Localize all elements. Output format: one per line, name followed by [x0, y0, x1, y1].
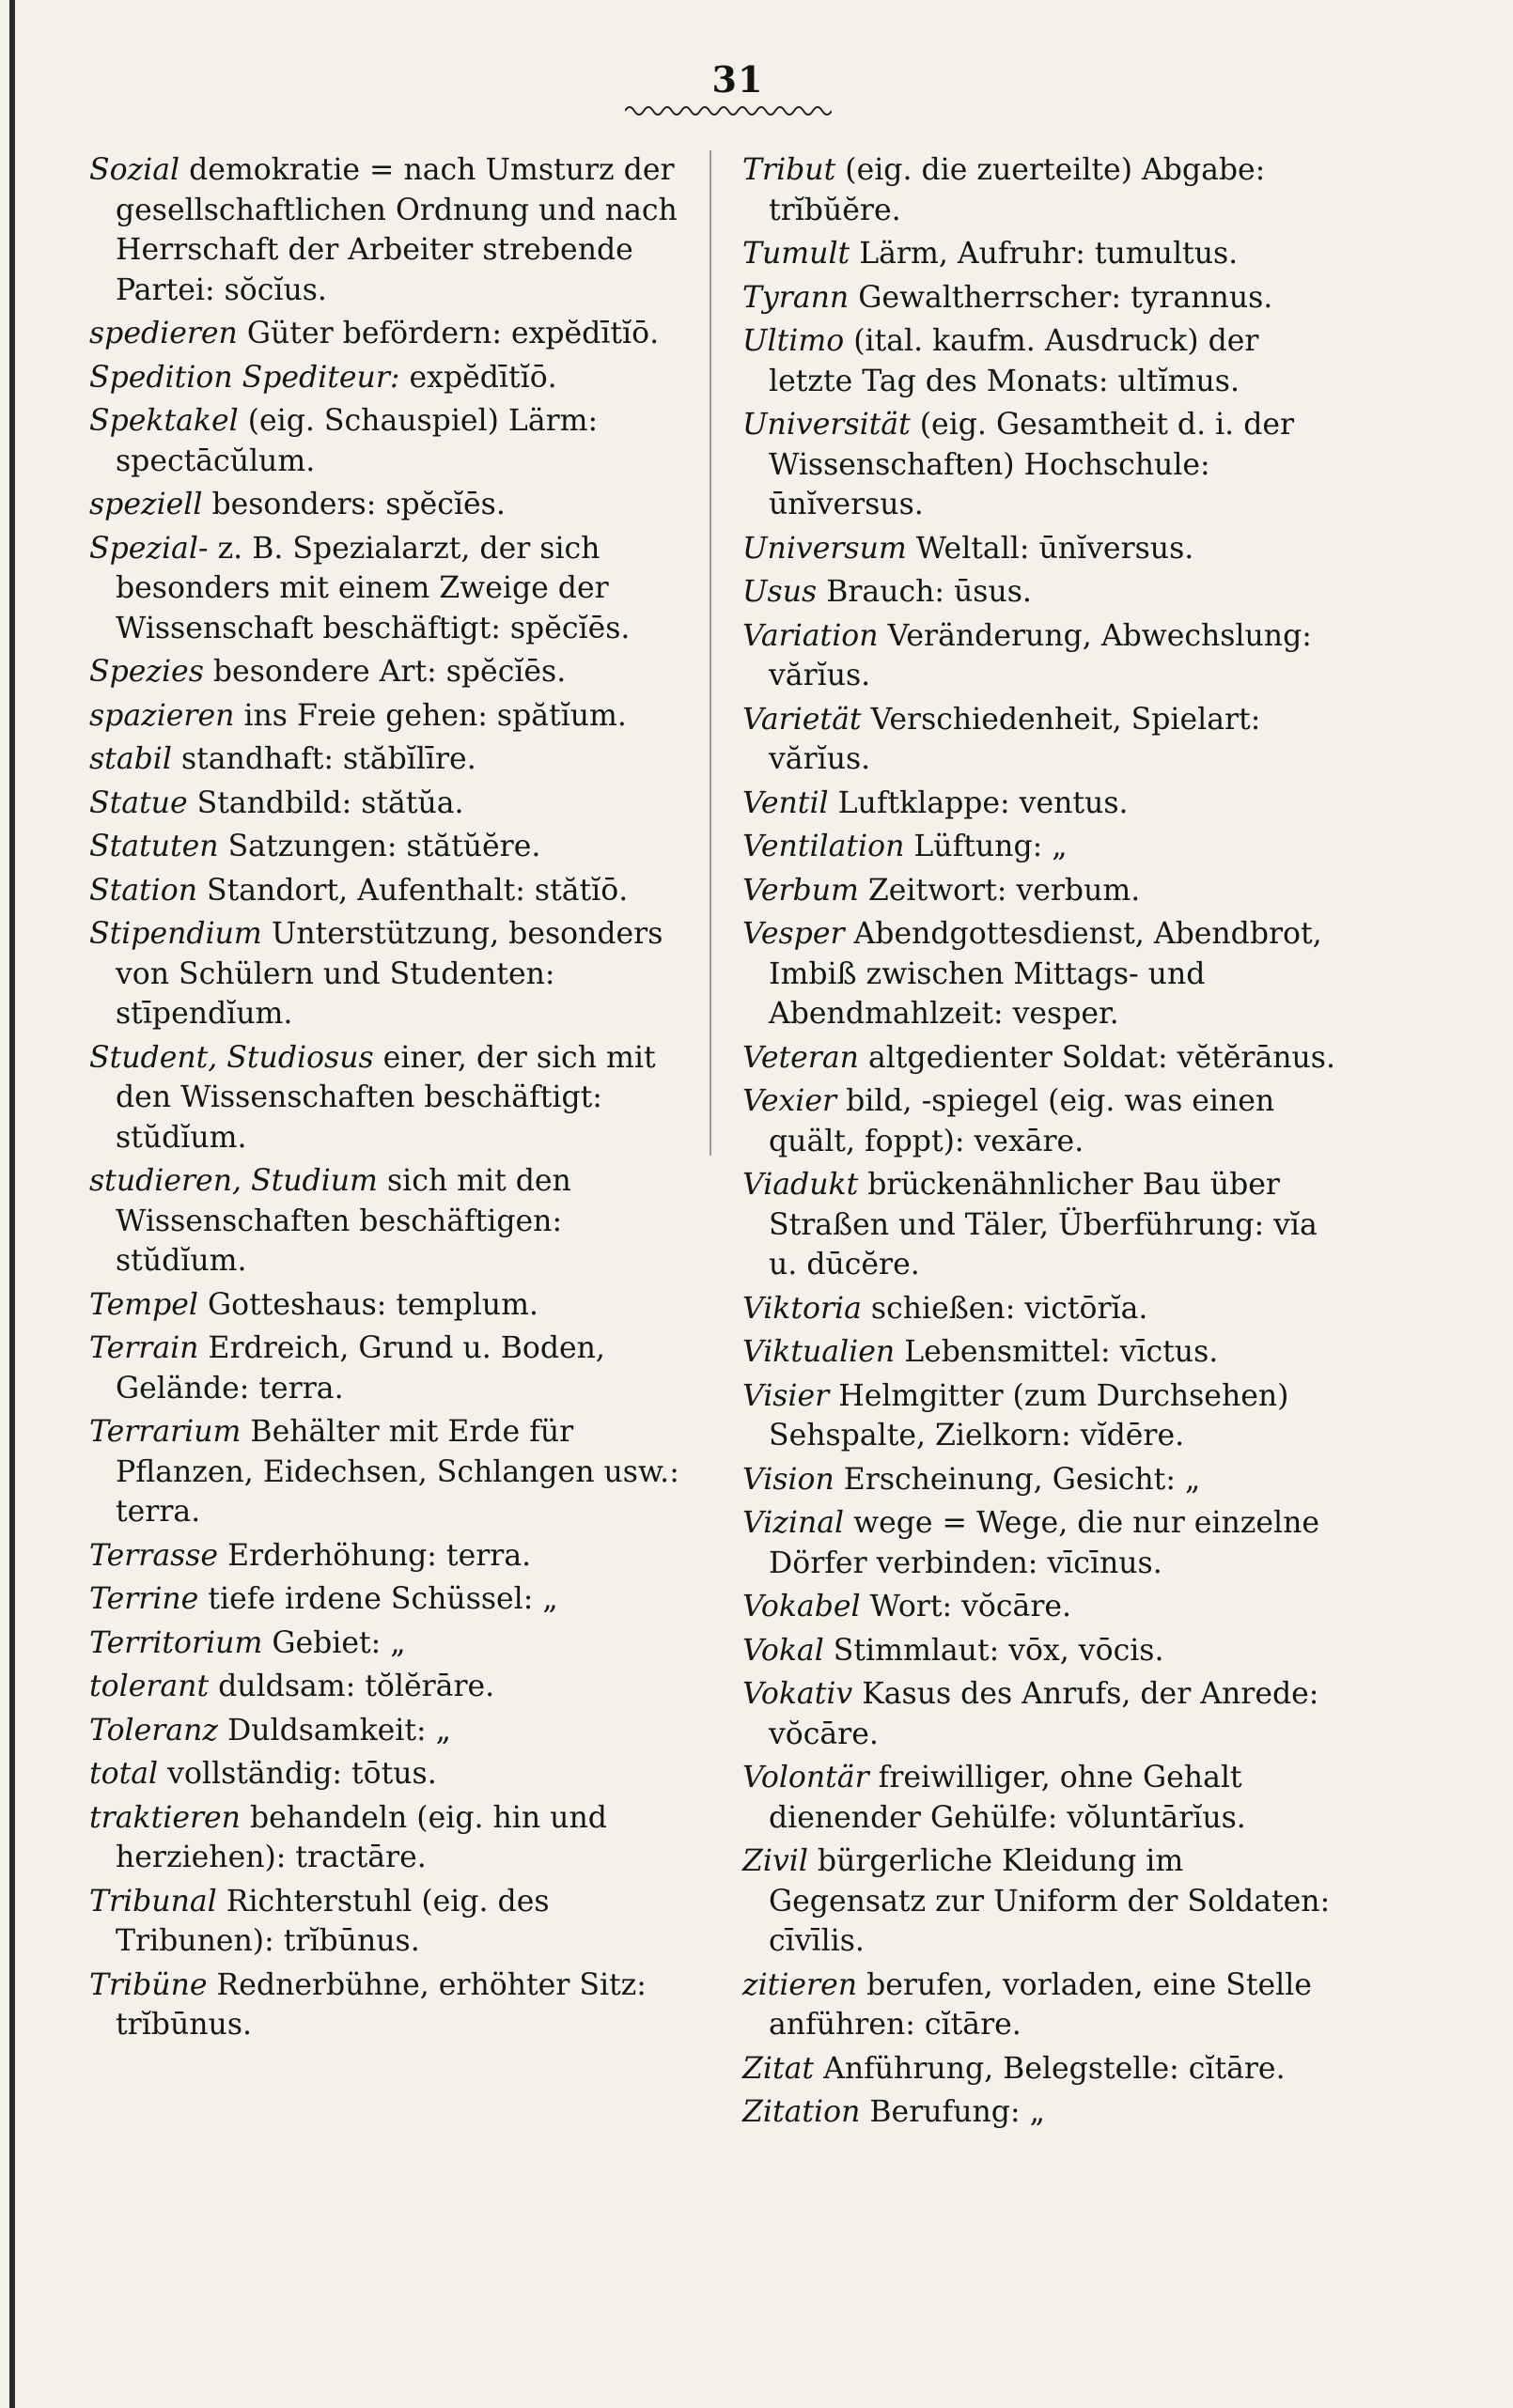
right-column: [742, 150, 1344, 2136]
dictionary-entry: [89, 485, 691, 525]
dictionary-entry: [89, 652, 691, 692]
entry-definition: Brauch: ūsus.: [826, 575, 1032, 609]
dictionary-entry: [742, 1965, 1344, 2045]
entry-headword: Terrine: [89, 1582, 199, 1616]
entry-definition: duldsam: tŏlĕrāre.: [218, 1670, 495, 1703]
entry-definition: Rednerbühne, erhöhter Sitz: trĭbūnus.: [116, 1967, 647, 2042]
dictionary-entry: [89, 1882, 691, 1962]
entry-headword: tolerant: [89, 1670, 210, 1703]
entry-headword: Universum: [742, 531, 907, 566]
entry-definition: tiefe irdene Schüssel: „: [208, 1582, 558, 1616]
entry-definition: expĕdītĭō.: [409, 360, 557, 395]
entry-definition: wege = Wege, die nur einzelne Dörfer verbinden: vīcīnus.: [769, 1506, 1320, 1580]
entry-headword: Vision: [742, 1462, 834, 1497]
entry-headword: Territorium: [89, 1625, 263, 1660]
entry-definition: Behälter mit Erde für Pflanzen, Eidechsen, Schlangen usw.: terra.: [116, 1415, 679, 1529]
entry-definition: behandeln (eig. hin und herziehen): tractāre.: [116, 1800, 607, 1874]
entry-definition: bild, -spiegel (eig. was einen quält, foppt): vexāre.: [769, 1084, 1275, 1158]
dictionary-entry: [742, 1631, 1344, 1671]
entry-definition: Verschiedenheit, Spielart: vărĭus.: [769, 702, 1261, 776]
dictionary-entry: [742, 700, 1344, 780]
entry-definition: Helmgitter (zum Durchsehen) Sehspalte, Zielkorn: vĭdēre.: [769, 1378, 1289, 1453]
entry-headword: Tempel: [89, 1287, 198, 1322]
entry-definition: sich mit den Wissenschaften beschäftigen: stŭdĭum.: [116, 1164, 571, 1278]
dictionary-entry: [89, 1038, 691, 1158]
entry-definition: Anführung, Belegstelle: cĭtāre.: [823, 2051, 1286, 2086]
entry-headword: Ultimo: [742, 324, 845, 358]
dictionary-entry: [89, 1667, 691, 1707]
entry-definition: Lärm, Aufruhr: tumultus.: [859, 237, 1239, 271]
entry-headword: Viktualien: [742, 1335, 896, 1369]
left-column: [89, 150, 691, 2049]
entry-definition: altgedienter Soldat: vĕtĕrānus.: [867, 1040, 1335, 1075]
dictionary-entry: [89, 1754, 691, 1794]
dictionary-entry: [89, 1965, 691, 2045]
entry-definition: Lebensmittel: vīctus.: [904, 1335, 1219, 1369]
dictionary-entry: [742, 914, 1344, 1034]
page-edge-rule: [9, 0, 15, 2408]
dictionary-entry: [742, 1376, 1344, 1456]
dictionary-entry: [89, 827, 691, 867]
dictionary-entry: [742, 1081, 1344, 1161]
entry-definition: Berufung: „: [869, 2095, 1045, 2129]
entry-definition: standhaft: stăbĭlīre.: [180, 742, 476, 776]
entry-definition: Erderhöhung: terra.: [227, 1538, 532, 1573]
entry-definition: z. B. Spezialarzt, der sich besonders mit einem Zweige der Wissenschaft beschäftigt: spĕcĭēs.: [116, 531, 631, 645]
entry-definition: Standbild: stătŭa.: [196, 785, 464, 820]
dictionary-entry: [742, 150, 1344, 230]
entry-definition: bürgerliche Kleidung im Gegensatz zur Uniform der Soldaten: cīvīlis.: [769, 1844, 1331, 1958]
decorative-wave-ornament: [625, 101, 832, 120]
page-number: 31: [711, 58, 764, 101]
dictionary-entry: [742, 871, 1344, 911]
entry-headword: Spektakel: [89, 404, 239, 438]
dictionary-entry: [89, 1711, 691, 1751]
entry-headword: Zivil: [742, 1844, 808, 1878]
dictionary-entry: [89, 401, 691, 481]
entry-definition: (eig. Gesamtheit d. i. der Wissenschaften) Hochschule: ūnĭversus.: [769, 408, 1295, 521]
dictionary-entry: [89, 914, 691, 1034]
entry-headword: Student, Studiosus: [89, 1040, 374, 1075]
dictionary-entry: [742, 1332, 1344, 1373]
entry-headword: Tumult: [742, 237, 850, 271]
dictionary-entry: [89, 871, 691, 911]
entry-headword: Ventil: [742, 785, 829, 820]
dictionary-entry: [742, 2092, 1344, 2133]
dictionary-entry: [742, 1038, 1344, 1079]
entry-headword: spedieren: [89, 317, 238, 350]
entry-headword: total: [89, 1757, 159, 1791]
entry-definition: Veränderung, Abwechslung: vărĭus.: [769, 618, 1312, 692]
dictionary-entry: [742, 572, 1344, 613]
entry-headword: Tribunal: [89, 1884, 217, 1919]
entry-headword: Universität: [742, 408, 911, 442]
entry-definition: Erdreich, Grund u. Boden, Gelände: terra.: [116, 1331, 605, 1406]
entry-headword: studieren, Studium: [89, 1164, 378, 1198]
entry-definition: brückenähnlicher Bau über Straßen und Täler, Überführung: vĭa u. dūcĕre.: [769, 1168, 1318, 1282]
entry-definition: ins Freie gehen: spătĭum.: [243, 698, 627, 733]
dictionary-entry: [742, 1289, 1344, 1329]
entry-headword: Viadukt: [742, 1168, 859, 1202]
entry-definition: Gotteshaus: templum.: [207, 1287, 538, 1322]
entry-definition: besondere Art: spĕcĭēs.: [212, 655, 567, 689]
dictionary-entry: [89, 1798, 691, 1878]
dictionary-entry: [89, 1285, 691, 1326]
entry-definition: Wort: vŏcāre.: [869, 1590, 1072, 1623]
entry-definition: schießen: victōrĭa.: [870, 1291, 1148, 1326]
entry-headword: Variation: [742, 618, 879, 653]
dictionary-entry: [742, 1841, 1344, 1962]
entry-definition: (eig. die zuerteilte) Abgabe: trĭbŭĕre.: [769, 153, 1266, 227]
dictionary-entry: [89, 529, 691, 649]
entry-headword: Verbum: [742, 873, 859, 908]
entry-headword: zitieren: [742, 1967, 858, 2002]
dictionary-entry: [742, 2049, 1344, 2090]
entry-definition: (eig. Schauspiel) Lärm: spectācŭlum.: [116, 404, 599, 478]
dictionary-entry: [89, 358, 691, 398]
dictionary-entry: [742, 616, 1344, 696]
dictionary-entry: [742, 1460, 1344, 1500]
dictionary-entry: [89, 1623, 691, 1664]
dictionary-entry: [742, 321, 1344, 401]
entry-headword: Zitation: [742, 2095, 861, 2129]
entry-definition: Standort, Aufenthalt: stătĭō.: [207, 873, 629, 908]
dictionary-entry: [742, 234, 1344, 274]
dictionary-entry: [89, 696, 691, 737]
entry-definition: Gebiet: „: [272, 1625, 406, 1660]
dictionary-entry: [89, 1328, 691, 1408]
entry-headword: Tribut: [742, 153, 836, 187]
dictionary-entry: [742, 784, 1344, 824]
entry-headword: Vokal: [742, 1633, 824, 1668]
dictionary-entry: [89, 1579, 691, 1620]
entry-headword: Toleranz: [89, 1713, 218, 1748]
dictionary-entry: [89, 1536, 691, 1577]
entry-definition: Kasus des Anrufs, der Anrede: vŏcāre.: [769, 1677, 1319, 1751]
entry-definition: berufen, vorladen, eine Stelle anführen: cĭtāre.: [769, 1967, 1312, 2042]
entry-definition: freiwilliger, ohne Gehalt dienender Gehülfe: vŏluntārĭus.: [769, 1761, 1246, 1835]
entry-headword: Vokativ: [742, 1677, 853, 1711]
entry-headword: Tyrann: [742, 280, 850, 315]
entry-headword: Ventilation: [742, 830, 905, 863]
entry-headword: Spezies: [89, 655, 204, 689]
entry-headword: Tribüne: [89, 1967, 208, 2002]
entry-headword: Vokabel: [742, 1590, 861, 1623]
entry-definition: Luftklappe: ventus.: [837, 785, 1129, 820]
entry-headword: Terrain: [89, 1331, 199, 1365]
entry-headword: spazieren: [89, 698, 235, 733]
dictionary-entry: [89, 784, 691, 824]
dictionary-entry: [89, 1161, 691, 1282]
entry-definition: (ital. kaufm. Ausdruck) der letzte Tag des Monats: ultĭmus.: [769, 324, 1259, 398]
entry-definition: Duldsamkeit: „: [226, 1713, 451, 1748]
entry-headword: speziell: [89, 488, 203, 521]
entry-definition: einer, der sich mit den Wissenschaften beschäftigt: stŭdĭum.: [116, 1040, 656, 1155]
entry-definition: Lüftung: „: [913, 830, 1068, 863]
entry-definition: Gewaltherrscher: tyrannus.: [858, 280, 1273, 315]
dictionary-entry: [89, 150, 691, 310]
entry-headword: Viktoria: [742, 1291, 862, 1326]
entry-headword: Zitat: [742, 2051, 815, 2086]
dictionary-entry: [742, 1587, 1344, 1627]
entry-definition: Zeitwort: verbum.: [867, 873, 1141, 908]
entry-headword: stabil: [89, 742, 172, 776]
dictionary-entry: [89, 1412, 691, 1532]
entry-definition: Unterstützung, besonders von Schülern und Studenten: stīpendĭum.: [116, 917, 663, 1031]
column-divider: [710, 150, 711, 1156]
dictionary-entry: [742, 1503, 1344, 1583]
dictionary-entry: [742, 529, 1344, 569]
entry-headword: Visier: [742, 1378, 830, 1413]
entry-headword: Terrarium: [89, 1415, 242, 1449]
dictionary-entry: [742, 405, 1344, 525]
dictionary-entry: [742, 1758, 1344, 1838]
entry-definition: vollständig: tōtus.: [167, 1757, 437, 1791]
entry-definition: besonders: spĕcĭēs.: [211, 488, 506, 521]
dictionary-entry: [742, 278, 1344, 318]
entry-headword: Spezial-: [89, 531, 209, 566]
entry-headword: traktieren: [89, 1800, 241, 1835]
entry-definition: demokratie = nach Umsturz der gesellschaftlichen Ordnung und nach Herrschaft der Arbeiter strebende Partei: sŏcĭus.: [116, 153, 678, 307]
dictionary-entry: [742, 1165, 1344, 1285]
entry-definition: Abendgottesdienst, Abendbrot, Imbiß zwischen Mittags- und Abendmahlzeit: vesper.: [769, 917, 1322, 1031]
entry-definition: Erscheinung, Gesicht: „: [843, 1462, 1201, 1497]
entry-headword: Veteran: [742, 1040, 859, 1075]
entry-definition: Weltall: ūnĭversus.: [915, 531, 1194, 566]
dictionary-entry: [742, 1674, 1344, 1754]
entry-headword: Stipendium: [89, 917, 262, 951]
entry-headword: Vesper: [742, 917, 845, 951]
entry-headword: Varietät: [742, 702, 862, 737]
entry-headword: Spedition Spediteur:: [89, 360, 400, 395]
entry-headword: Usus: [742, 575, 818, 609]
entry-definition: Güter befördern: expĕdītĭō.: [246, 317, 660, 350]
entry-headword: Statue: [89, 785, 188, 820]
entry-headword: Statuten: [89, 830, 219, 863]
entry-headword: Volontär: [742, 1761, 869, 1794]
dictionary-entry: [742, 827, 1344, 867]
entry-definition: Stimmlaut: vōx, vōcis.: [833, 1633, 1164, 1668]
entry-headword: Sozial: [89, 153, 180, 187]
entry-definition: Satzungen: stătŭĕre.: [227, 830, 541, 863]
entry-definition: Richterstuhl (eig. des Tribunen): trĭbūnus.: [116, 1884, 550, 1958]
entry-headword: Vizinal: [742, 1506, 845, 1540]
dictionary-entry: [89, 739, 691, 780]
entry-headword: Terrasse: [89, 1538, 219, 1573]
dictionary-entry: [89, 314, 691, 354]
entry-headword: Vexier: [742, 1084, 837, 1118]
entry-headword: Station: [89, 873, 198, 908]
